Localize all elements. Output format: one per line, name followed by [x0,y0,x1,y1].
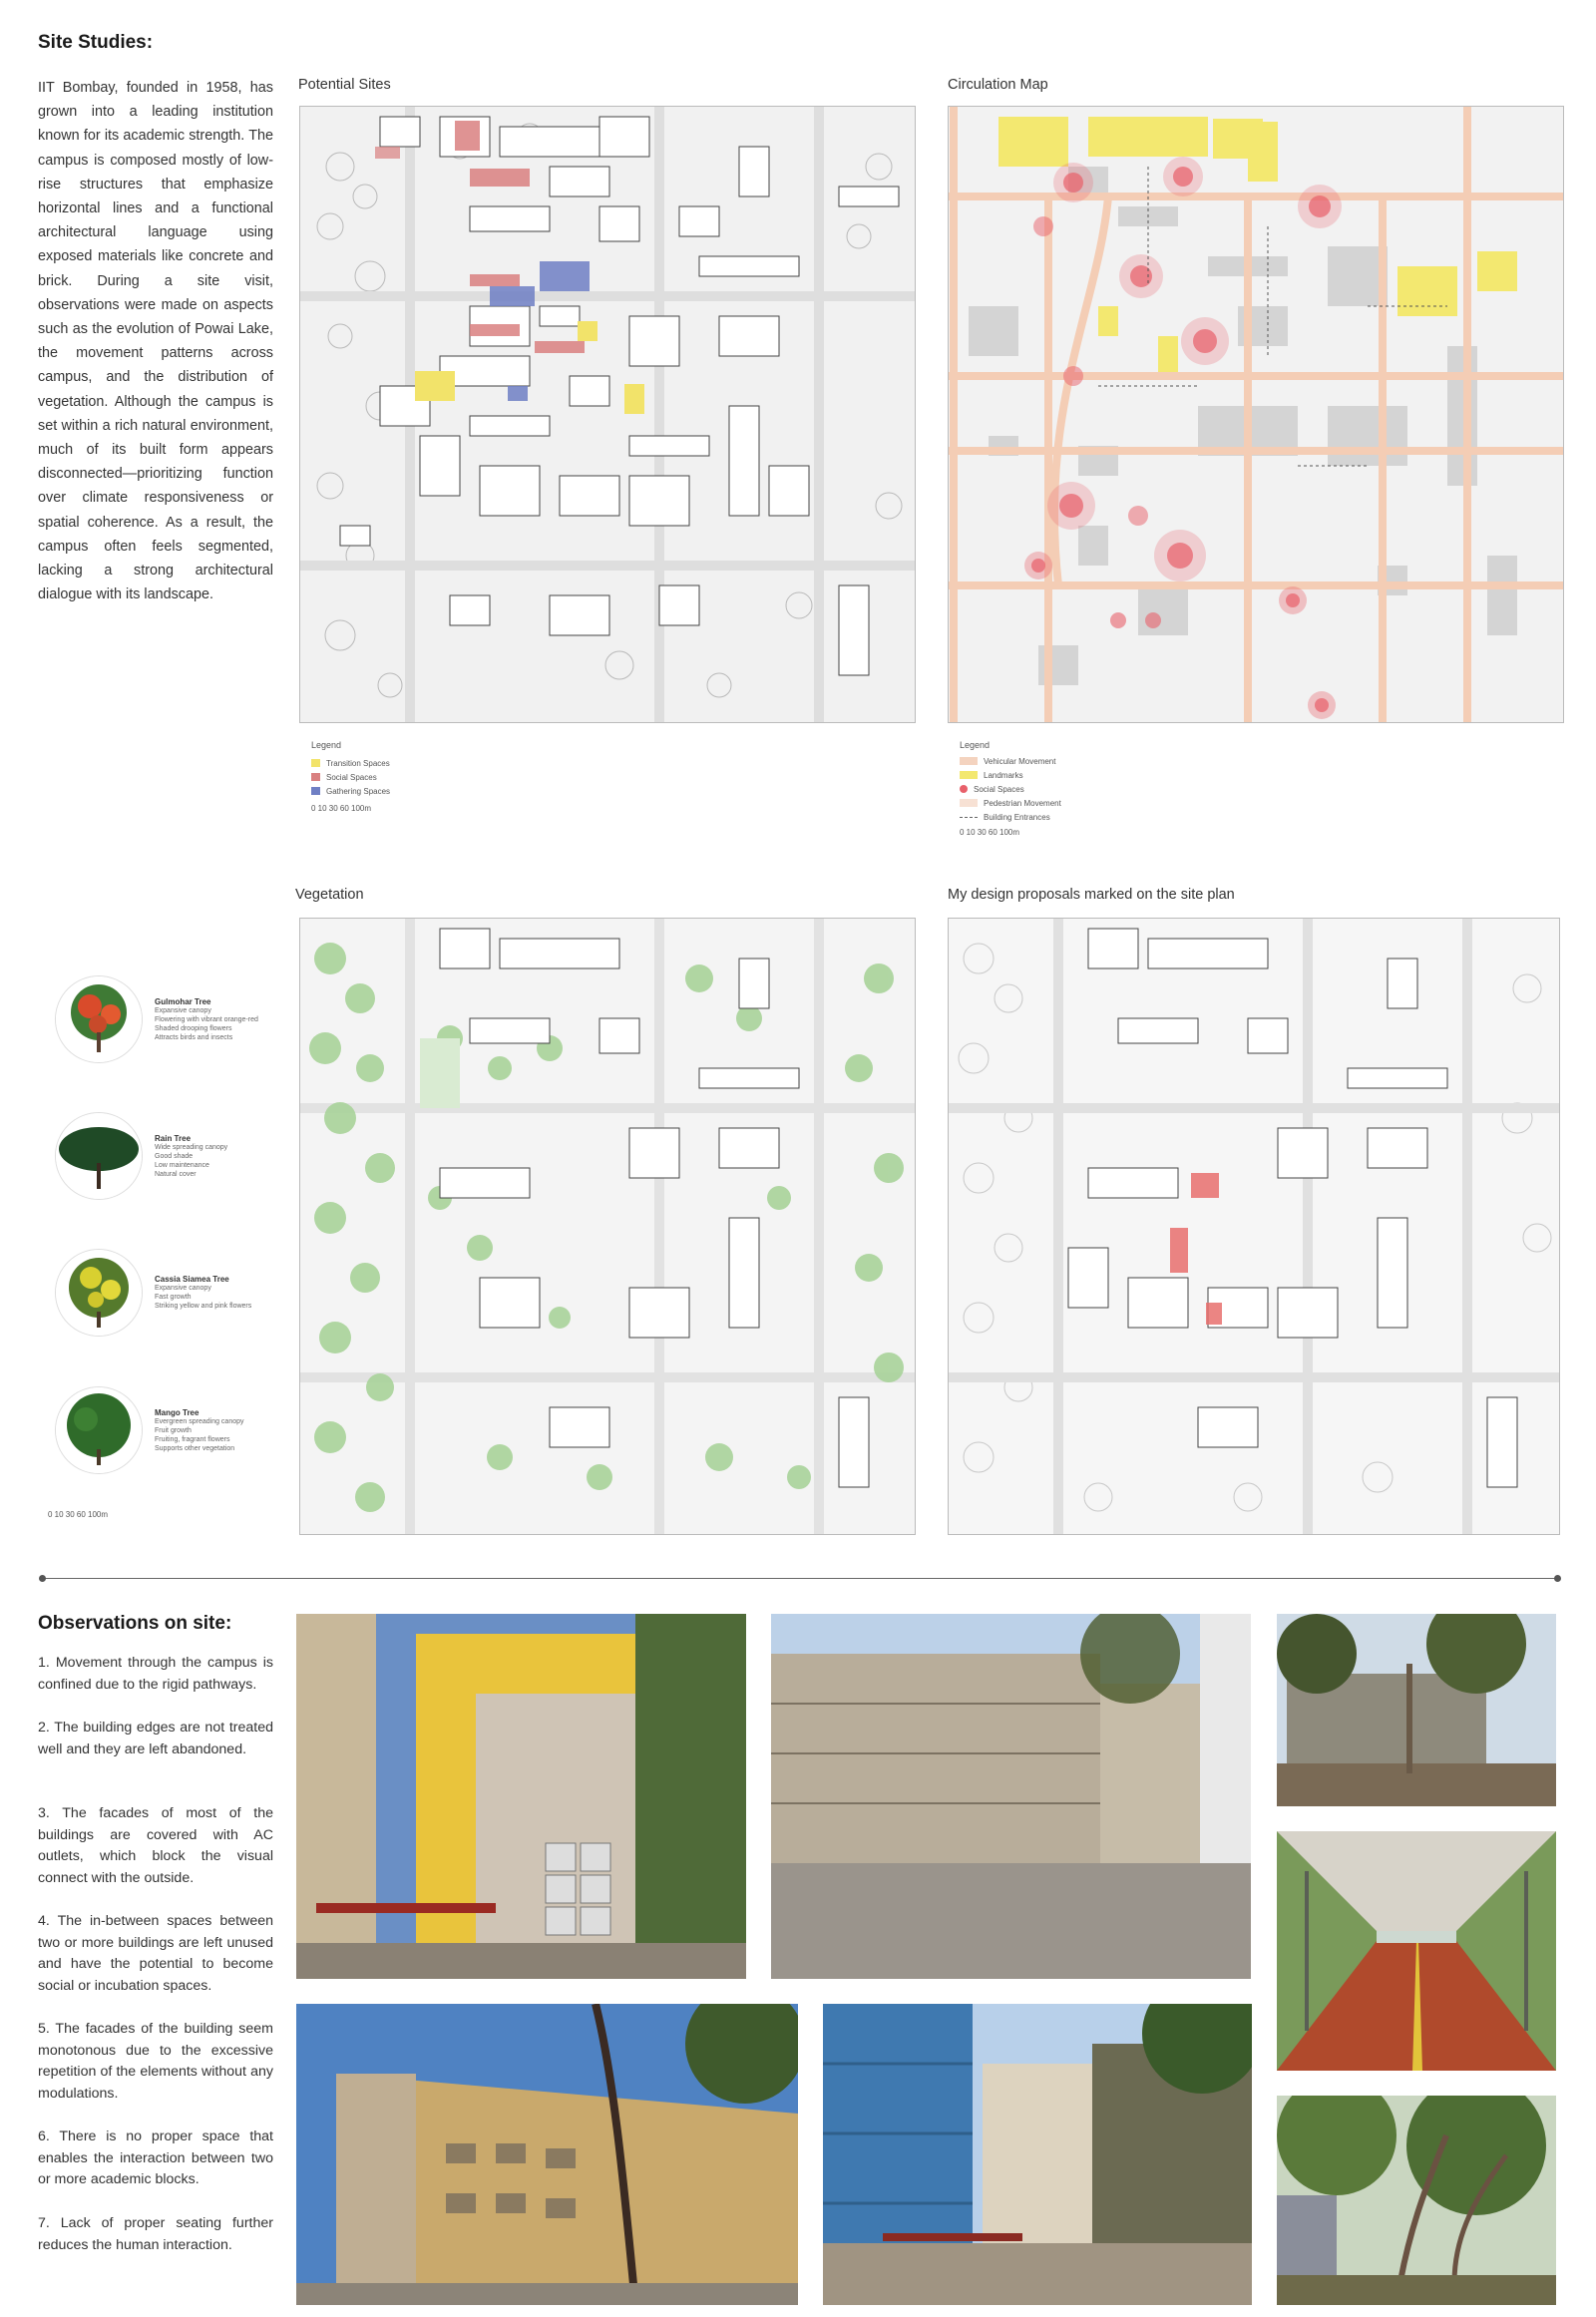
observation-item-6: 6. There is no proper space that enables the interaction between two or more academic blocks. [38,2128,273,2187]
legend-item-landmarks: Landmarks [960,768,1061,782]
circulation-scale-bar: 0 10 30 60 100m [960,828,1020,837]
divider-dot-right [1554,1575,1561,1582]
proposals-map [948,918,1560,1535]
photo-tree-grove [1277,2096,1556,2305]
tree-name: Cassia Siamea Tree [155,1275,229,1284]
photo-jali-facade [296,2004,798,2305]
photo-water-tanks [823,2004,1252,2305]
tree-name: Gulmohar Tree [155,996,211,1006]
legend-item-entrances: Building Entrances [960,810,1061,824]
tree-name: Mango Tree [155,1407,200,1417]
observation-item-4: 4. The in-between spaces between two or more buildings are left unused and have the potential to become social or incubation spaces. [38,1913,273,1994]
vegetation-caption: Vegetation [295,887,364,903]
photo-covered-walkway [1277,1831,1556,2071]
cassia-tree-image [55,1249,143,1337]
rain-tree-image [55,1112,143,1200]
legend-item-transition: Transition Spaces [311,756,390,770]
potential-sites-drawing [300,107,915,722]
observation-item-1: 1. Movement through the campus is confined due to the rigid pathways. [38,1655,273,1693]
legend-item-pedestrian: Pedestrian Movement [960,796,1061,810]
tree-name: Rain Tree [155,1133,192,1143]
tree-item-mango: Mango Tree Evergreen spreading canopy Fruit growth Fruiting, fragrant flowers Supports other vegetation [55,1386,244,1474]
legend-item-social: Social Spaces [311,770,390,784]
observations-title: Observations on site: [38,1613,232,1634]
potential-legend [311,740,390,813]
potential-sites-caption: Potential Sites [298,77,391,93]
proposals-caption: My design proposals marked on the site plan [948,887,1235,903]
observation-item-2: 2. The building edges are not treated well and they are left abandoned. [38,1720,273,1757]
circulation-legend [960,740,1061,837]
potential-legend-title: Legend [311,740,342,750]
page-title: Site Studies: [38,32,154,53]
proposals-drawing [949,919,1559,1534]
tree-item-rain: Rain Tree Wide spreading canopy Good shade Low maintenance Natural cover [55,1112,227,1200]
legend-item-social-spaces: Social Spaces [960,782,1061,796]
tree-item-gulmohar: Gulmohar Tree Expansive canopy Flowering with vibrant orange-red Shaded drooping flowers Attracts birds and insects [55,975,258,1063]
photo-courtyard-facade [771,1614,1251,1979]
legend-item-gathering: Gathering Spaces [311,784,390,798]
circulation-map [948,106,1564,723]
potential-sites-map [299,106,916,723]
vegetation-scale-bar: 0 10 30 60 100m [48,1510,109,1519]
vegetation-map [299,918,916,1535]
mango-tree-image [55,1386,143,1474]
tree-item-cassia: Cassia Siamea Tree Expansive canopy Fast growth Striking yellow and pink flowers [55,1249,251,1337]
photo-trees-building [1277,1614,1556,1806]
legend-item-vehicular: Vehicular Movement [960,754,1061,768]
observation-item-3: 3. The facades of most of the buildings are covered with AC outlets, which block the visual connect with the outside. [38,1805,273,1886]
intro-text: IIT Bombay, founded in 1958, has grown into a leading institution known for its academic strength. The campus is composed mostly of low-rise structures that emphasize horizontal lines and a functional architectural language using exposed materials like concrete and brick. During a site visit, observations were made on aspects such as the evolution of Powai Lake, the movement patterns across campus, and the distribution of vegetation. Although the campus is set within a rich natural environment, much of its built form appears disconnected—prioritizing function over climate responsiveness or spatial coherence. As a result, the campus often feels segmented, lacking a strong architectural dialogue with its landscape. [38,80,273,603]
section-divider [42,1578,1558,1579]
gulmohar-tree-image [55,975,143,1063]
vegetation-drawing [300,919,915,1534]
circulation-map-caption: Circulation Map [948,77,1048,93]
observation-item-7: 7. Lack of proper seating further reduces the human interaction. [38,2215,273,2253]
circulation-legend-title: Legend [960,740,991,750]
divider-dot-left [39,1575,46,1582]
circulation-drawing [949,107,1563,722]
observation-item-5: 5. The facades of the building seem monotonous due to the excessive repetition of the elements without any modulations. [38,2021,273,2102]
potential-scale-bar: 0 10 30 60 100m [311,804,372,813]
photo-yellow-building-ac [296,1614,746,1979]
